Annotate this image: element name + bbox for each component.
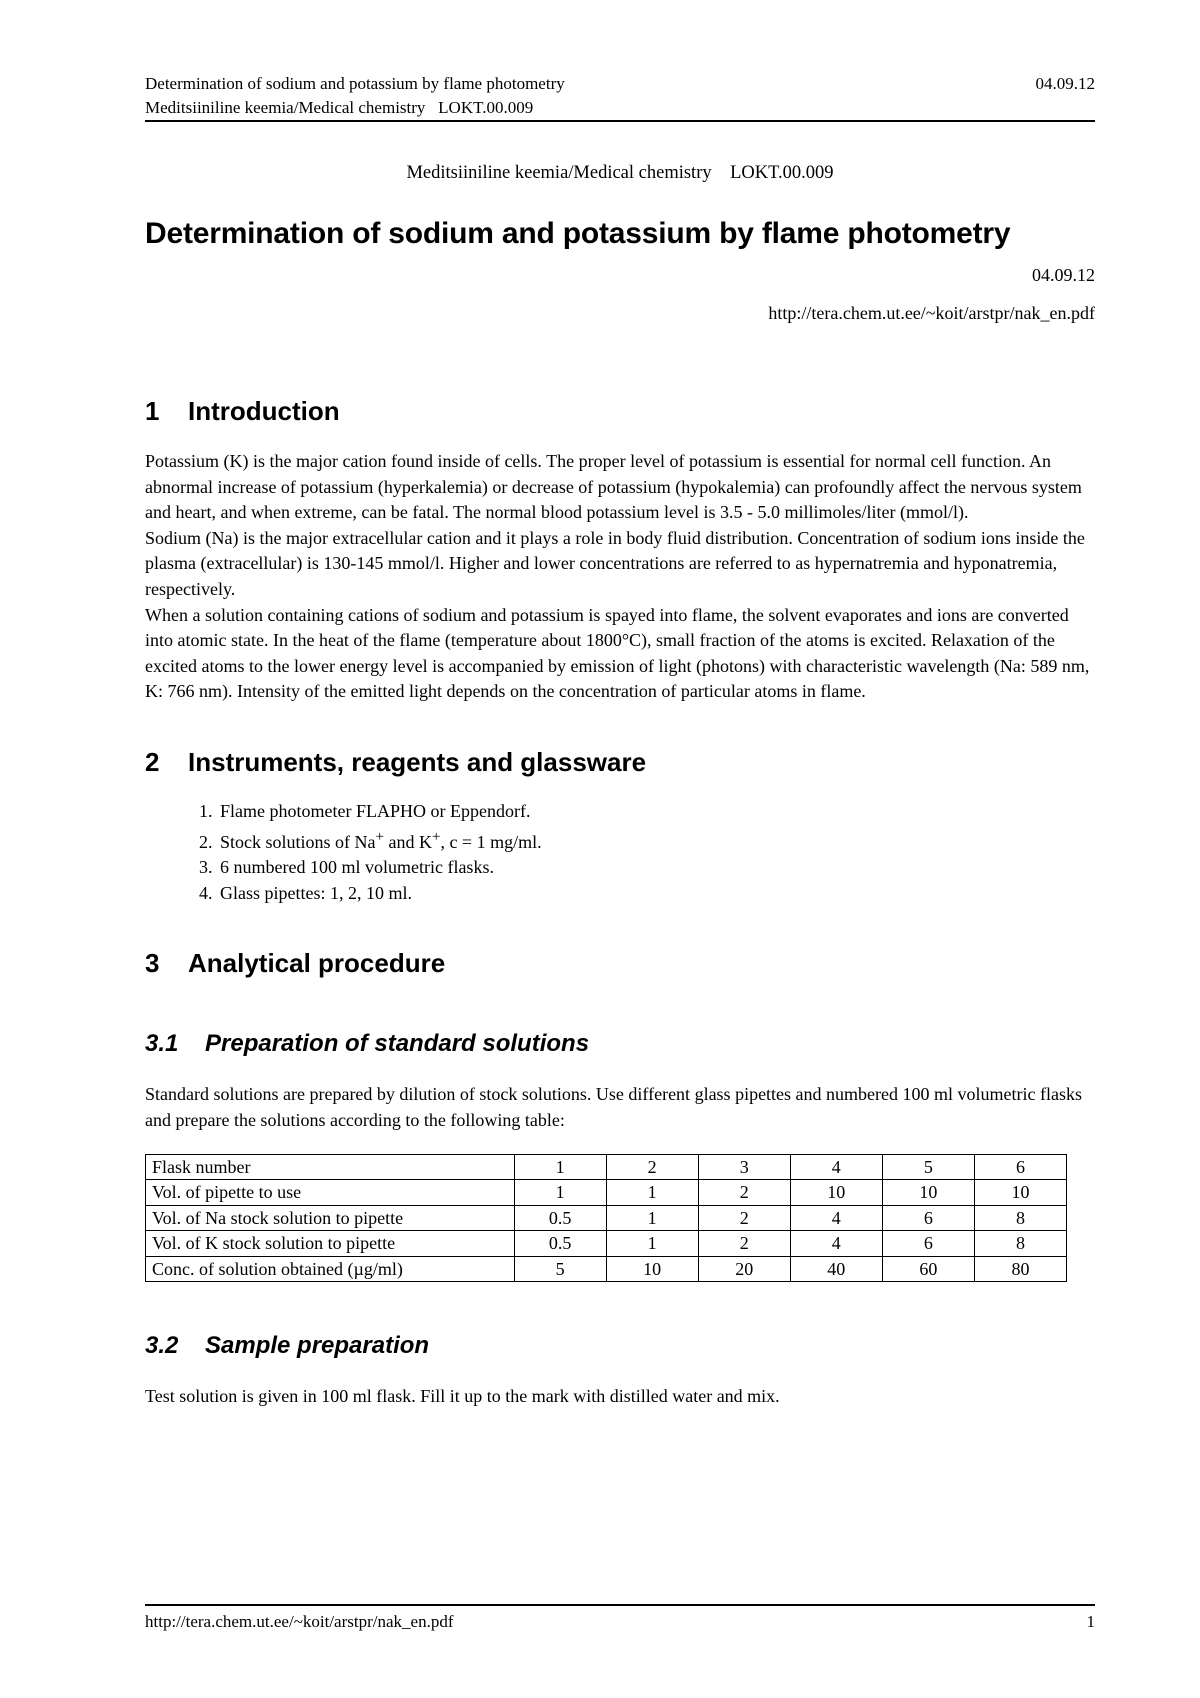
table-cell: 6 <box>882 1205 974 1231</box>
intro-paragraph-flame: When a solution containing cations of sodium and potassium is spayed into flame, the solvent evaporates and ions are converted into atomic state. In the heat of the flame (temperature about 1800°C), small fraction of the atoms is excited. Relaxation of the excited atoms to the lower energy level is accompanied by emission of light (photons) with characteristic wavelength (Na: 589 nm, K: 766 nm). Intensity of the emitted light depends on the concentration of particular atoms in flame. <box>145 604 1090 702</box>
page-number: 1 <box>1086 1612 1095 1631</box>
instruments-list <box>145 799 1095 906</box>
document-date: 04.09.12 <box>1032 265 1095 285</box>
running-footer <box>145 1612 1095 1632</box>
table-cell: 4 <box>790 1205 882 1231</box>
table-cell: 10 <box>974 1180 1066 1206</box>
row-label: Vol. of Na stock solution to pipette <box>146 1205 515 1231</box>
table-row <box>146 1231 1067 1257</box>
table-cell: 8 <box>974 1231 1066 1257</box>
table-row <box>146 1154 1067 1180</box>
table-cell: 3 <box>698 1154 790 1180</box>
section-1-title: Introduction <box>188 396 340 426</box>
table-cell: 1 <box>606 1205 698 1231</box>
section-3-2-number: 3.2 <box>145 1332 179 1359</box>
section-3-2-title: Sample preparation <box>205 1332 430 1359</box>
table-cell: 2 <box>606 1154 698 1180</box>
table-cell: 4 <box>790 1231 882 1257</box>
document-url[interactable]: http://tera.chem.ut.ee/~koit/arstpr/nak_en.pdf <box>768 303 1095 323</box>
table-cell: 1 <box>514 1154 606 1180</box>
section-3-title: Analytical procedure <box>188 948 446 979</box>
footer-url[interactable]: http://tera.chem.ut.ee/~koit/arstpr/nak_en.pdf <box>145 1612 454 1631</box>
table-cell: 10 <box>882 1180 974 1206</box>
table-cell: 1 <box>514 1180 606 1206</box>
table-cell: 20 <box>698 1256 790 1282</box>
section-2-heading <box>145 745 1095 779</box>
table-cell: 8 <box>974 1205 1066 1231</box>
section-2-title: Instruments, reagents and glassware <box>188 746 647 777</box>
list-item: 3. 6 numbered 100 ml volumetric flasks. <box>217 855 1095 881</box>
table-cell: 10 <box>790 1180 882 1206</box>
table-row <box>146 1256 1067 1282</box>
table-cell: 5 <box>882 1154 974 1180</box>
row-label: Flask number <box>146 1154 515 1180</box>
table-cell: 4 <box>790 1154 882 1180</box>
table-cell: 60 <box>882 1256 974 1282</box>
intro-paragraph-potassium: Potassium (K) is the major cation found inside of cells. The proper level of potassium is essential for normal cell function. An abnormal increase of potassium (hyperkalemia) or decrease of potassium (hypokalemia) can profoundly affect the nervous system and heart, and when extreme, can be fatal. The normal blood potassium level is 3.5 - 5.0 millimoles/liter (mmol/l). <box>145 451 1082 523</box>
section-2-number: 2 <box>145 746 160 777</box>
intro-paragraph-sodium: Sodium (Na) is the major extracellular cation and it plays a role in body fluid distribution. Concentration of sodium ions inside the plasma (extracellular) is 130-145 mmol/l. Higher and lower concentrations are referred to as hypernatremia and hyponatremia, respectively. <box>145 527 1085 599</box>
table-cell: 80 <box>974 1256 1066 1282</box>
running-header-course: Meditsiiniline keemia/Medical chemistry LOKT.00.009 <box>145 98 534 117</box>
list-item: 2. Stock solutions of Na+ and K+, c = 1 mg/ml. <box>217 825 1095 856</box>
table-cell: 40 <box>790 1256 882 1282</box>
section-3-1-number: 3.1 <box>145 1030 179 1058</box>
table-cell: 1 <box>606 1231 698 1257</box>
table-row <box>146 1180 1067 1206</box>
table-cell: 6 <box>882 1231 974 1257</box>
table-cell: 2 <box>698 1231 790 1257</box>
table-cell: 2 <box>698 1205 790 1231</box>
footer-rule <box>145 1604 1095 1606</box>
row-label: Conc. of solution obtained (µg/ml) <box>146 1256 515 1282</box>
section-3-heading <box>145 946 1095 980</box>
course-line: Meditsiiniline keemia/Medical chemistry LOKT.00.009 <box>406 163 834 183</box>
section-3-1-title: Preparation of standard solutions <box>205 1030 590 1058</box>
running-header <box>145 72 1095 120</box>
table-cell: 2 <box>698 1180 790 1206</box>
running-header-date: 04.09.12 <box>1035 74 1095 93</box>
section-3-2-heading <box>145 1330 1095 1362</box>
section-1-heading <box>145 394 1095 428</box>
table-cell: 10 <box>606 1256 698 1282</box>
standard-solutions-table <box>145 1154 1067 1283</box>
standard-solutions-paragraph: Standard solutions are prepared by dilution of stock solutions. Use different glass pipettes and numbered 100 ml volumetric flasks and prepare the solutions according to the following table: <box>145 1084 1082 1130</box>
section-1-number: 1 <box>145 396 160 426</box>
running-header-title: Determination of sodium and potassium by flame photometry <box>145 74 565 93</box>
list-item: 4. Glass pipettes: 1, 2, 10 ml. <box>217 881 1095 907</box>
table-cell: 5 <box>514 1256 606 1282</box>
table-row <box>146 1205 1067 1231</box>
document-body <box>145 160 1095 1410</box>
table-cell: 1 <box>606 1180 698 1206</box>
table-cell: 0.5 <box>514 1231 606 1257</box>
list-item: 1. Flame photometer FLAPHO or Eppendorf. <box>217 799 1095 825</box>
document-title: Determination of sodium and potassium by flame photometry <box>145 217 1011 250</box>
table-cell: 0.5 <box>514 1205 606 1231</box>
section-3-number: 3 <box>145 948 160 979</box>
header-rule <box>145 120 1095 122</box>
row-label: Vol. of pipette to use <box>146 1180 515 1206</box>
section-3-1-heading <box>145 1028 1095 1060</box>
table-cell: 6 <box>974 1154 1066 1180</box>
row-label: Vol. of K stock solution to pipette <box>146 1231 515 1257</box>
sample-preparation-paragraph: Test solution is given in 100 ml flask. Fill it up to the mark with distilled water and mix. <box>145 1386 780 1406</box>
